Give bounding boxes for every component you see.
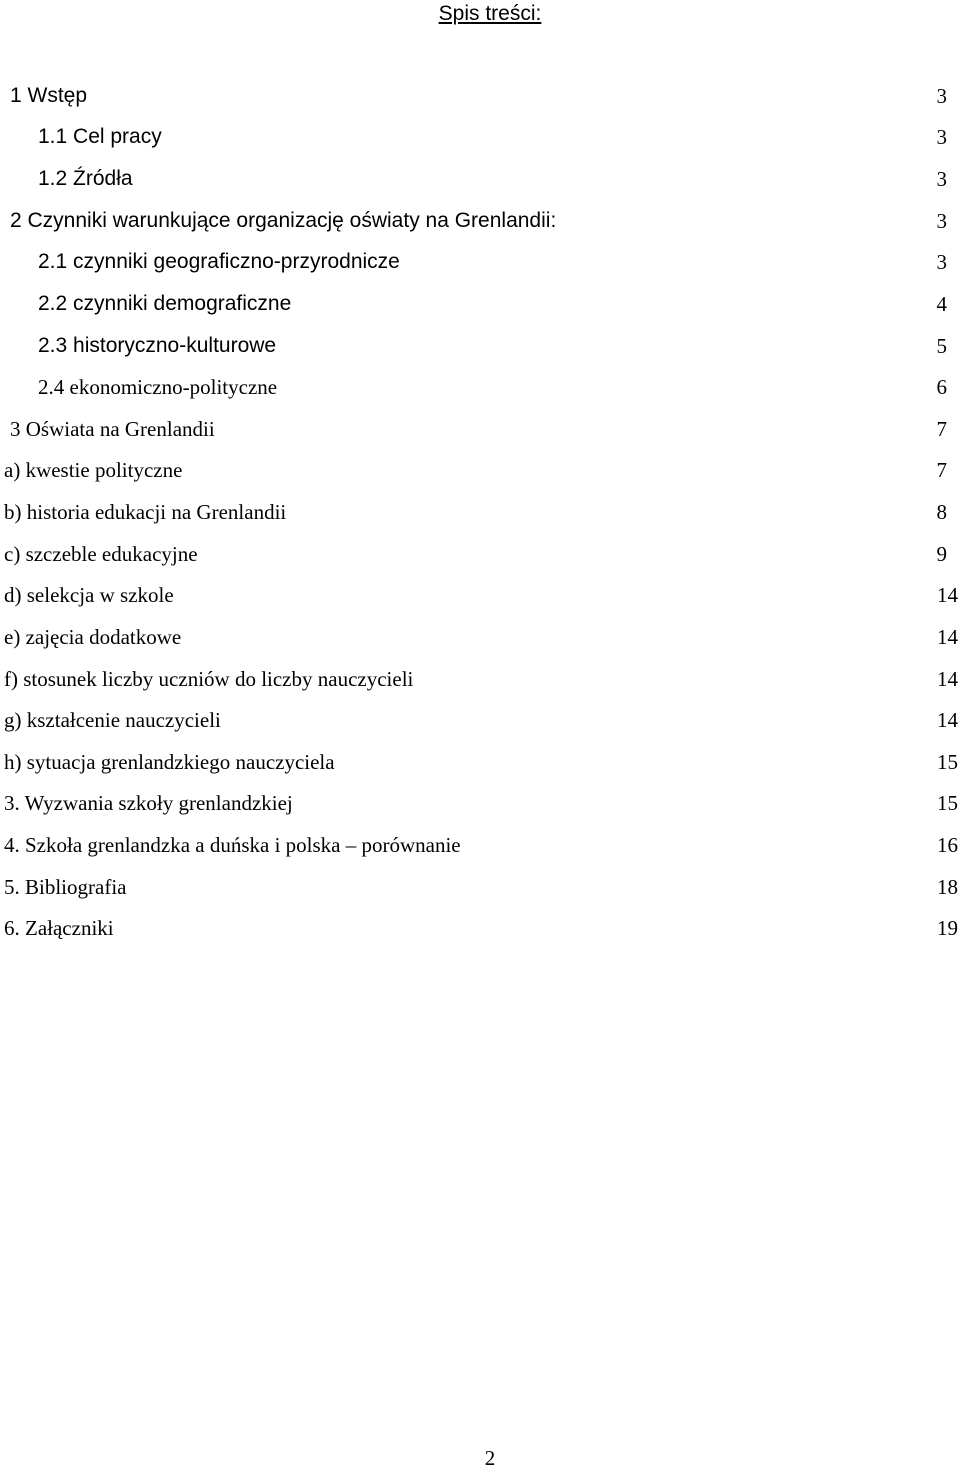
toc-entry [0,414,960,444]
toc-entry-page: 9 [936,542,947,566]
toc-entry [0,206,960,236]
toc-entry-label: 2.1 czynniki geograficzno-przyrodnicze [38,250,400,273]
toc-entry-page: 14 [937,667,958,691]
toc-entry [0,622,960,652]
toc-entry-label: h) sytuacja grenlandzkiego nauczyciela [4,750,335,774]
toc-entry-page: 15 [937,750,958,774]
toc-entry-page: 7 [936,417,947,441]
toc-entry [0,830,960,860]
toc-entry-label: 1.2 Źródła [38,167,133,190]
toc-entry-page: 14 [937,708,958,732]
toc-entry-page: 3 [936,209,947,233]
toc-entry [0,289,960,319]
toc-entry-page: 7 [936,458,947,482]
toc-title: Spis treści: [438,2,542,25]
toc-entry [0,580,960,610]
toc-entry-label: 5. Bibliografia [4,875,127,899]
toc-entry-page: 19 [937,916,958,940]
toc-entry [0,497,960,527]
toc-entry [0,747,960,777]
toc-entry-label: d) selekcja w szkole [4,583,174,607]
toc-entry-page: 14 [937,625,958,649]
toc-entry-page: 5 [936,334,947,358]
toc-entry-page: 14 [937,583,958,607]
toc-entry-label: 3. Wyzwania szkoły grenlandzkiej [4,791,293,815]
toc-entry-label: 2.4 ekonomiczno-polityczne [38,375,278,399]
toc-entry-page: 18 [937,875,958,899]
toc-entry-label: e) zajęcia dodatkowe [4,625,182,649]
toc-entry-label: b) historia edukacji na Grenlandii [4,500,287,524]
toc-entry [0,81,960,111]
toc-entry-label: 3 Oświata na Grenlandii [10,417,215,441]
toc-entry [0,372,960,402]
toc-entry-label: 2 Czynniki warunkujące organizację oświaty na Grenlandii: [10,209,557,232]
toc-entry-page: 16 [937,833,958,857]
toc-entry [0,247,960,277]
toc-entry-page: 15 [937,791,958,815]
toc-entry-label: f) stosunek liczby uczniów do liczby nauczycieli [4,667,414,691]
toc-entry-label: 4. Szkoła grenlandzka a duńska i polska – porównanie [4,833,461,857]
toc-entry-label: 2.2 czynniki demograficzne [38,292,292,315]
toc-entry-label: 1 Wstęp [10,84,88,107]
page-number: 2 [484,1446,496,1470]
toc-entry-page: 3 [936,125,947,149]
toc-entry [0,913,960,943]
toc-entry [0,164,960,194]
toc-entry [0,539,960,569]
toc-entry [0,331,960,361]
toc-entry-label: g) kształcenie nauczycieli [4,708,221,732]
toc-entry-label: 6. Załączniki [4,916,114,940]
toc-entry-page: 8 [936,500,947,524]
toc-entry-page: 3 [936,167,947,191]
toc-entry [0,705,960,735]
toc-entry [0,664,960,694]
toc-entry-label: 1.1 Cel pracy [38,125,162,148]
toc-entry-page: 6 [936,375,947,399]
toc-entry-label: c) szczeble edukacyjne [4,542,198,566]
toc-entry-label: 2.3 historyczno-kulturowe [38,334,277,357]
toc-entry-page: 3 [936,84,947,108]
toc-entry [0,455,960,485]
toc-entry [0,122,960,152]
toc-entry [0,872,960,902]
toc-entry-page: 3 [936,250,947,274]
toc-entry-label: a) kwestie polityczne [4,458,183,482]
toc-entry [0,788,960,818]
toc-entry-page: 4 [936,292,947,316]
